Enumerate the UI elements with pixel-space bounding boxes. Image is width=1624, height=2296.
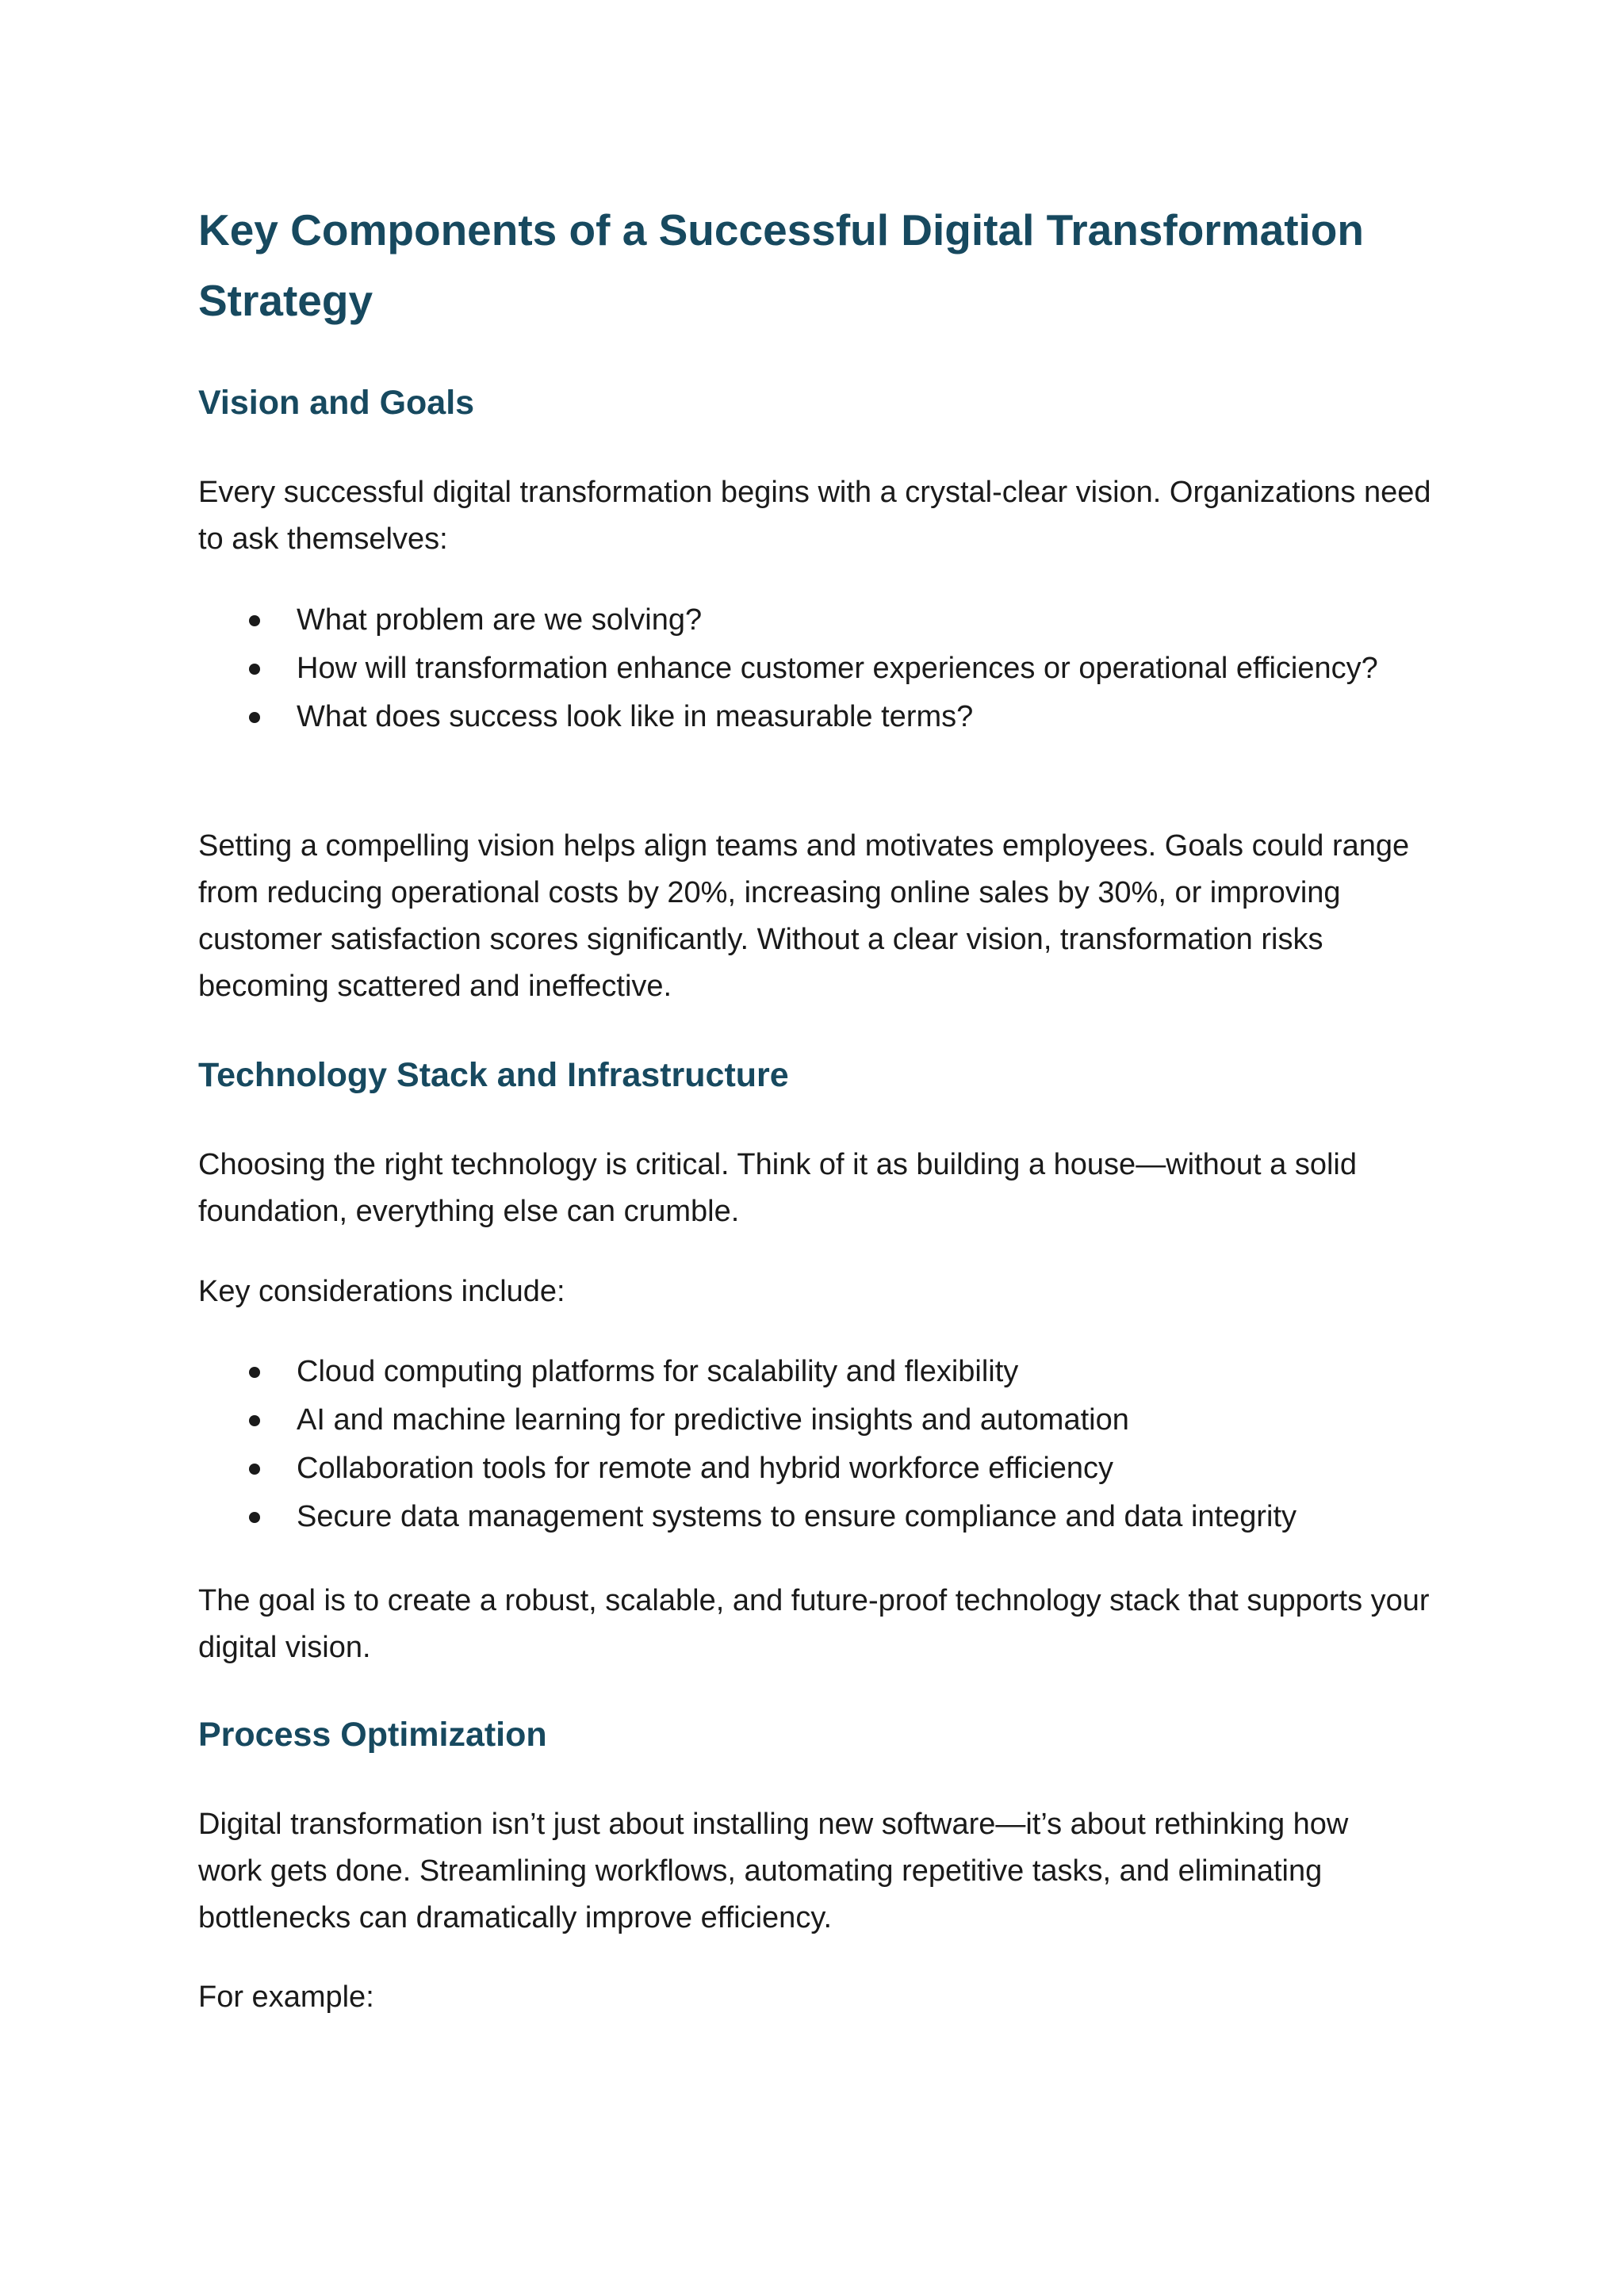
list-item bbox=[198, 1493, 1443, 1541]
list-item bbox=[198, 645, 1383, 693]
technology-bullet-list bbox=[198, 1348, 1443, 1541]
vision-intro-paragraph: Every successful digital transformation begins with a crystal-clear vision. Organizations need to ask themselves: bbox=[198, 476, 1431, 556]
technology-closing-paragraph: The goal is to create a robust, scalable, and future-proof technology stack that supports your digital vision. bbox=[198, 1584, 1430, 1664]
process-intro-paragraph: Digital transformation isn’t just about installing new software—it’s about rethinking how work gets done. Streamlining workflows, automating repetitive tasks, and eliminating bottlenecks can dramatically improve efficiency. bbox=[198, 1808, 1349, 1934]
list-item-text: What problem are we solving? bbox=[297, 603, 703, 637]
list-item-text: Cloud computing platforms for scalability and flexibility bbox=[297, 1355, 1019, 1388]
list-item bbox=[198, 1348, 1443, 1396]
list-item bbox=[198, 596, 1443, 645]
list-item bbox=[198, 1396, 1443, 1445]
list-item bbox=[198, 1445, 1443, 1493]
list-item-text: What does success look like in measurable terms? bbox=[297, 700, 974, 733]
vision-bullet-list bbox=[198, 596, 1443, 741]
list-item-text: Secure data management systems to ensure compliance and data integrity bbox=[297, 1500, 1297, 1533]
technology-intro-paragraph: Choosing the right technology is critical. Think of it as building a house—without a solid foundation, everything else can crumble. bbox=[198, 1148, 1357, 1228]
list-item-text: Collaboration tools for remote and hybrid workforce efficiency bbox=[297, 1452, 1114, 1485]
list-item-text: AI and machine learning for predictive insights and automation bbox=[297, 1403, 1129, 1437]
technology-lead-paragraph: Key considerations include: bbox=[198, 1275, 565, 1308]
process-lead-paragraph: For example: bbox=[198, 1980, 374, 2014]
vision-closing-paragraph: Setting a compelling vision helps align teams and motivates employees. Goals could range from reducing operational costs by 20%, increasing online sales by 30%, or improving customer satisfaction scores significantly. Without a clear vision, transformation risks becoming scattered and ineffective. bbox=[198, 829, 1410, 1003]
document-title: Key Components of a Successful Digital Transformation Strategy bbox=[198, 205, 1364, 325]
section-heading-vision: Vision and Goals bbox=[198, 384, 475, 422]
section-heading-technology: Technology Stack and Infrastructure bbox=[198, 1056, 789, 1094]
list-item-text: How will transformation enhance customer experiences or operational efficiency? bbox=[297, 652, 1378, 685]
list-item bbox=[198, 693, 1443, 741]
section-heading-process: Process Optimization bbox=[198, 1716, 547, 1754]
